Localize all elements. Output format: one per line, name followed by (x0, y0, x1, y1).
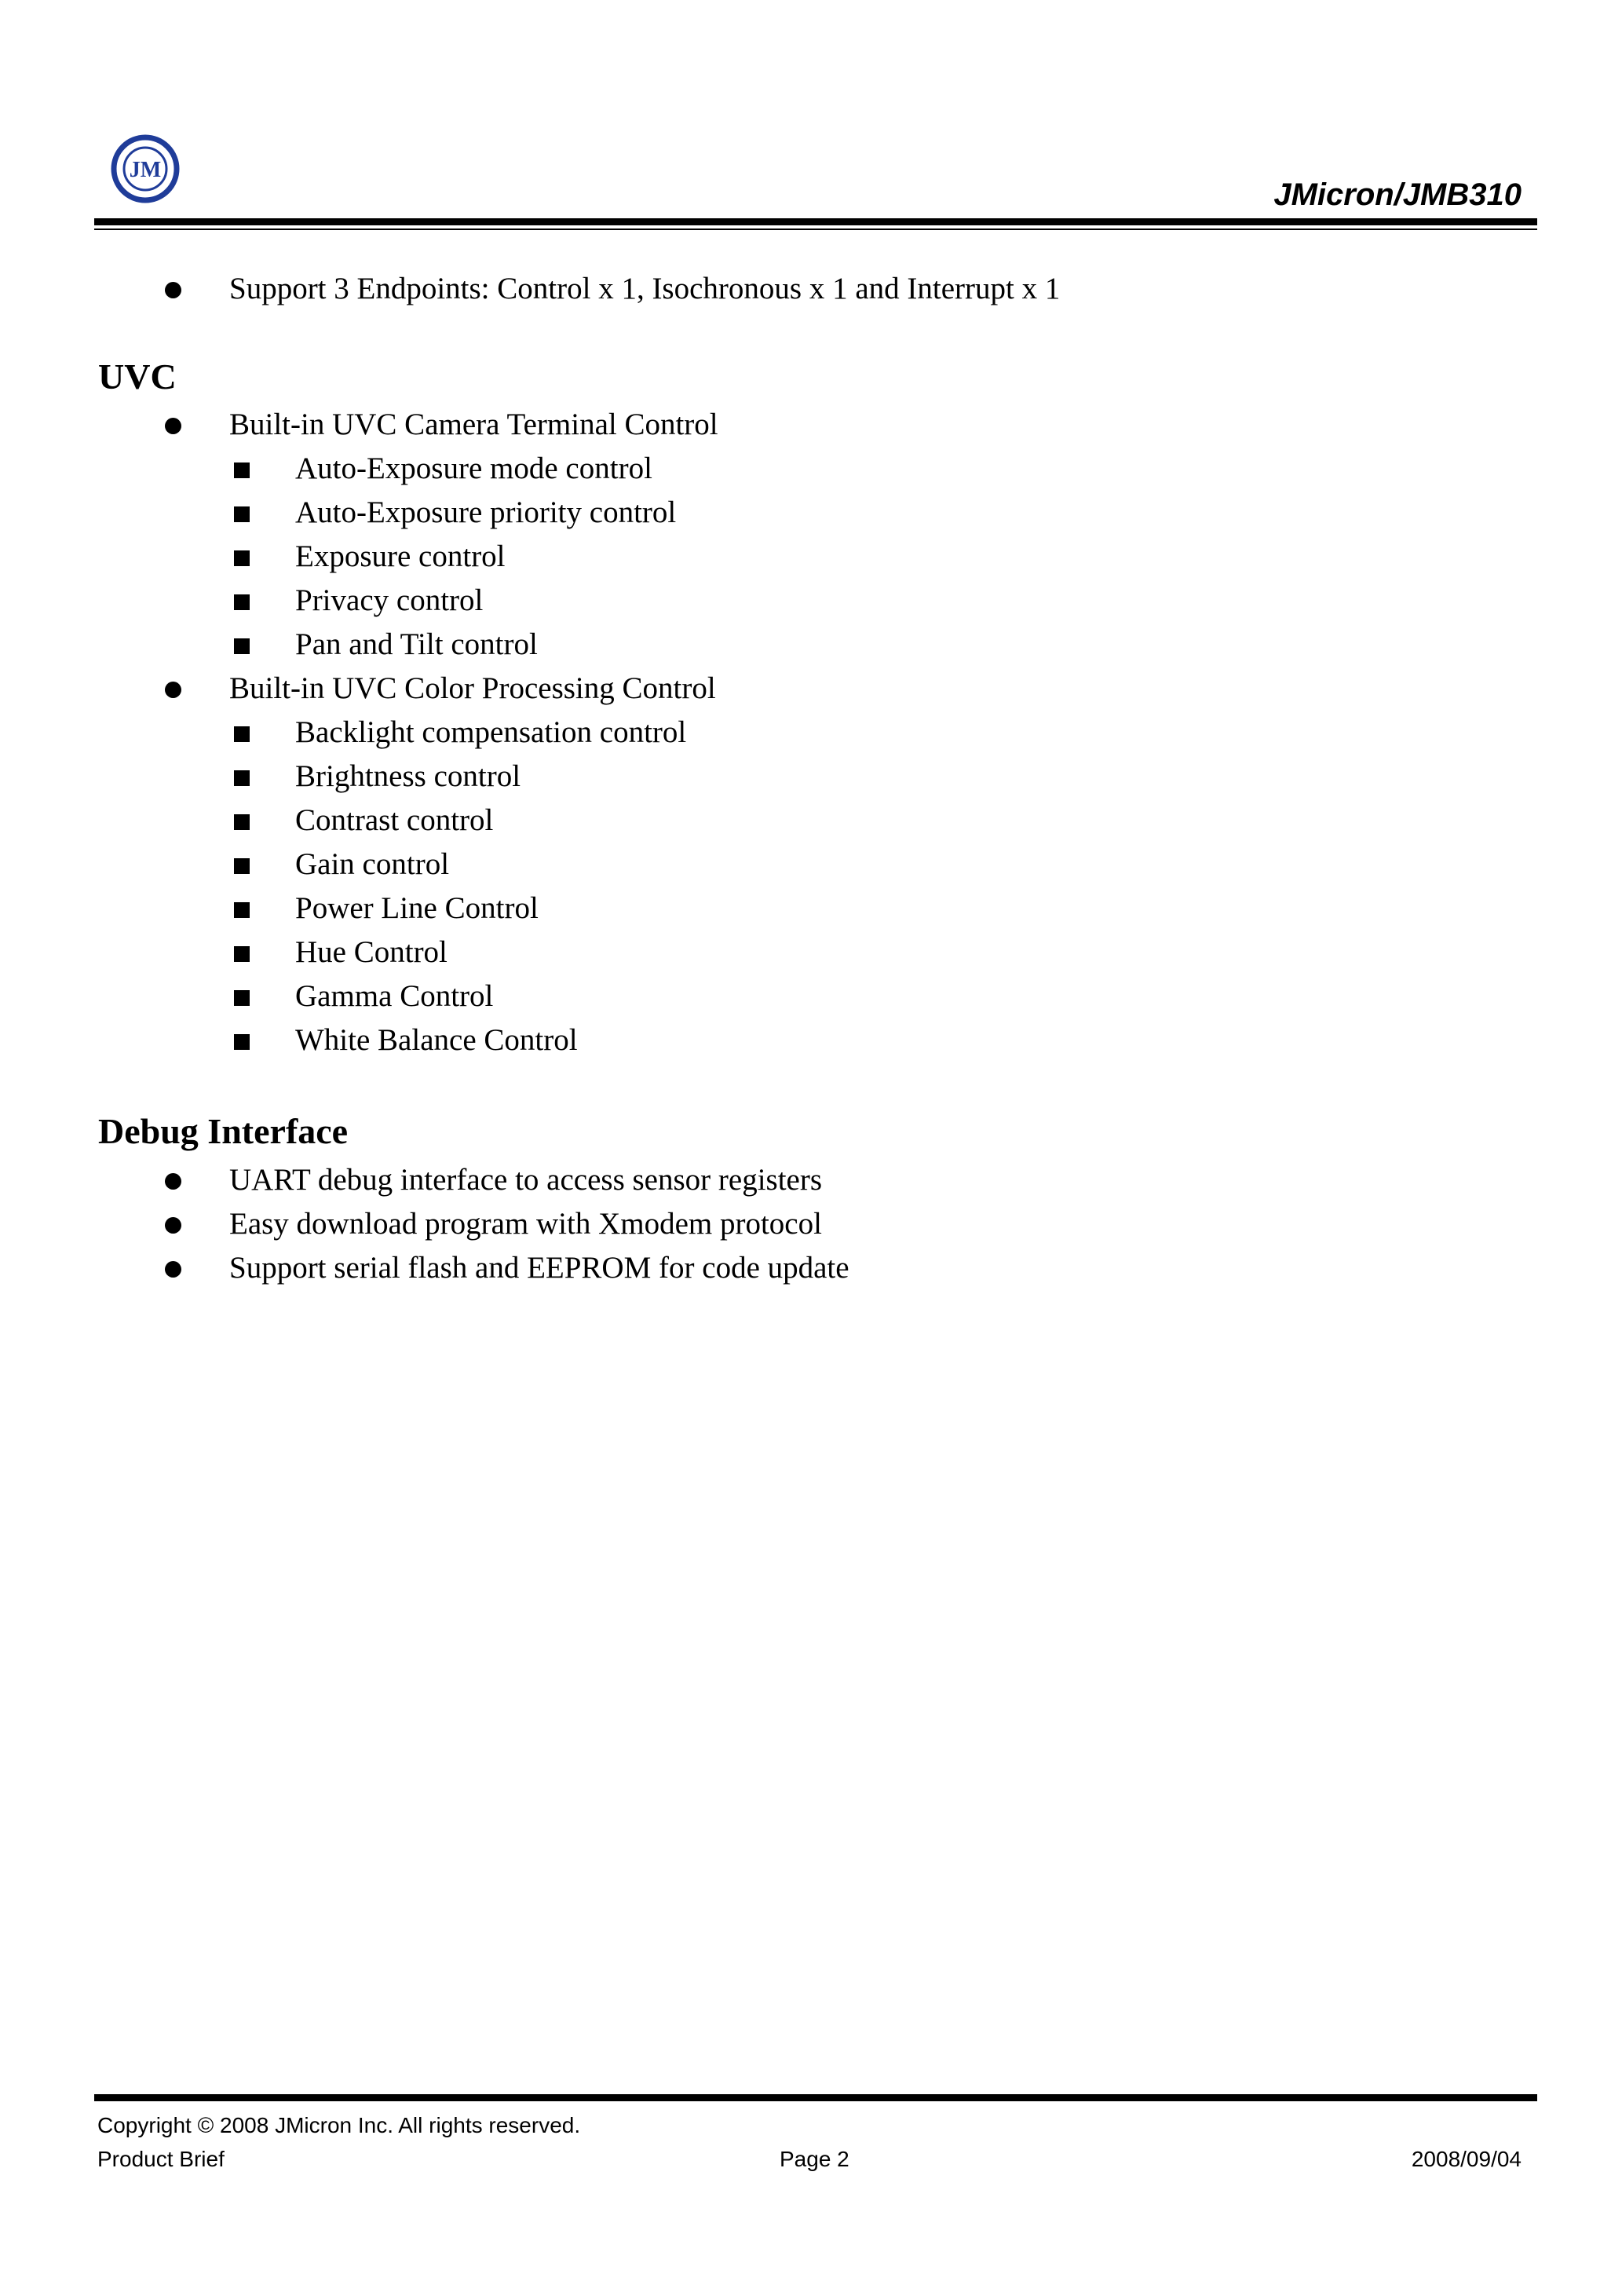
list-item: Support serial flash and EEPROM for code update (0, 1252, 1335, 1296)
bullet-square-icon (234, 990, 250, 1006)
sub-list-item: Gain control (0, 849, 1335, 893)
bullet-dot-icon (165, 1173, 181, 1190)
sub-list-item: Backlight compensation control (0, 717, 1335, 761)
footer-copyright: Copyright © 2008 JMicron Inc. All rights reserved. (97, 2113, 581, 2137)
footer-rule (94, 2094, 1537, 2101)
list-item: Support 3 Endpoints: Control x 1, Isochronous x 1 and Interrupt x 1 (0, 273, 1335, 317)
bullet-dot-icon (165, 1217, 181, 1234)
document-title: JMicron/JMB310 (1273, 177, 1522, 212)
footer-date: 2008/09/04 (1411, 2147, 1522, 2171)
bullet-dot-icon (165, 418, 181, 434)
bullet-square-icon (234, 550, 250, 566)
sub-list-item: White Balance Control (0, 1025, 1335, 1069)
bullet-dot-icon (165, 1261, 181, 1278)
sub-list-item: Exposure control (0, 541, 1335, 585)
bullet-dot-icon (165, 682, 181, 698)
svg-text:JM: JM (129, 158, 162, 182)
sub-list-item: Contrast control (0, 805, 1335, 849)
section-heading-uvc: UVC (98, 356, 177, 397)
list-item: Built-in UVC Camera Terminal Control (0, 409, 1335, 453)
bullet-square-icon (234, 594, 250, 610)
footer-doc-type: Product Brief (97, 2147, 225, 2171)
sub-list-item: Pan and Tilt control (0, 629, 1335, 673)
bullet-square-icon (234, 506, 250, 522)
bullet-square-icon (234, 462, 250, 478)
bullet-square-icon (234, 946, 250, 962)
header-rule-thin (94, 229, 1537, 230)
sub-list-item: Auto-Exposure mode control (0, 453, 1335, 497)
list-item: UART debug interface to access sensor registers (0, 1164, 1335, 1208)
sub-list-item: Gamma Control (0, 981, 1335, 1025)
sub-list-item: Privacy control (0, 585, 1335, 629)
section-heading-debug-interface: Debug Interface (98, 1111, 349, 1151)
bullet-square-icon (234, 1034, 250, 1050)
header-rule-thick (94, 218, 1537, 225)
sub-list-item: Power Line Control (0, 893, 1335, 937)
bullet-square-icon (234, 726, 250, 742)
sub-list-item: Brightness control (0, 761, 1335, 805)
list-item: Easy download program with Xmodem protocol (0, 1208, 1335, 1252)
bullet-square-icon (234, 858, 250, 874)
sub-list-item: Auto-Exposure priority control (0, 497, 1335, 541)
sub-list-item: Hue Control (0, 937, 1335, 981)
bullet-square-icon (234, 638, 250, 654)
footer-page-number: Page 2 (780, 2147, 849, 2171)
bullet-dot-icon (165, 282, 181, 298)
bullet-square-icon (234, 814, 250, 830)
list-item: Built-in UVC Color Processing Control (0, 673, 1335, 717)
bullet-square-icon (234, 770, 250, 786)
jmicron-logo (108, 132, 182, 206)
bullet-square-icon (234, 902, 250, 918)
